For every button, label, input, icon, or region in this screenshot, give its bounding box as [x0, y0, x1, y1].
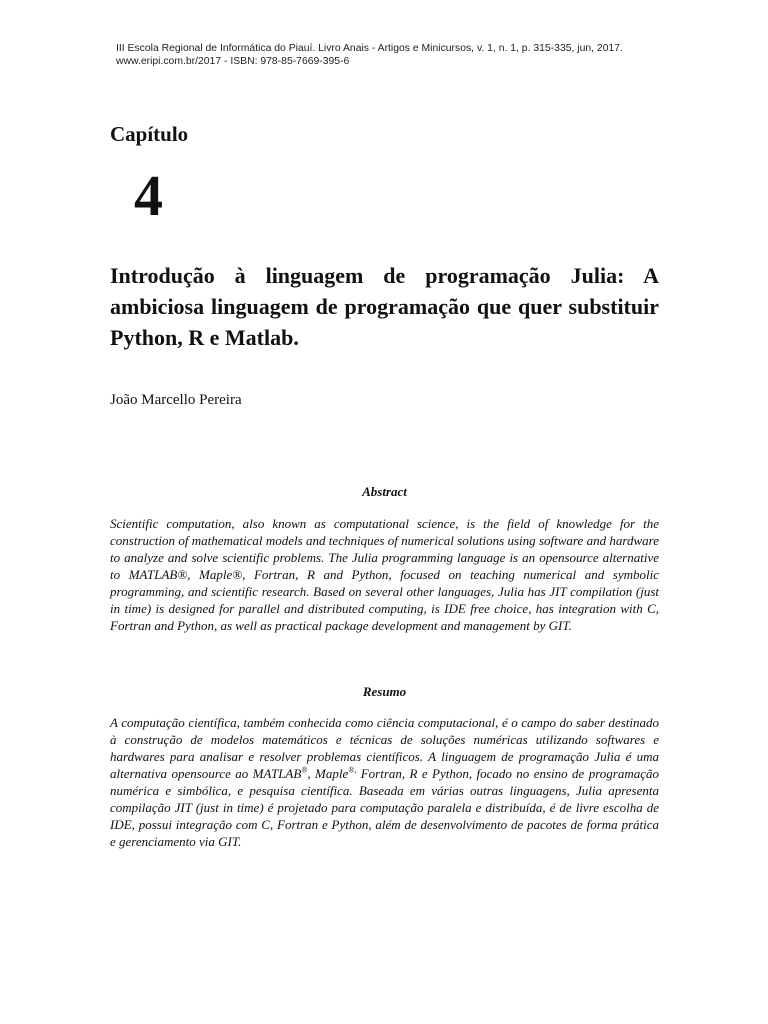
resumo-text-part1: A computação científica, também conhecida como ciência computacional, é o campo do saber destinado à construção de modelos matemáticos e técnicas de soluções numéricas utilizando softwares e hardwares para analisar e resolver problemas científicos. A linguagem de programação Julia é uma alternativa opensource ao MATLAB — [110, 715, 659, 781]
resumo-text — [110, 714, 659, 850]
chapter-label: Capítulo — [110, 122, 189, 146]
abstract-heading: Abstract — [362, 484, 407, 499]
header-isbn-line: www.eripi.com.br/2017 - ISBN: 978-85-7669-395-6 — [116, 56, 350, 67]
chapter-title: Introdução à linguagem de programação Julia: A ambiciosa linguagem de programação que quer substituir Python, R e Matlab. — [110, 263, 659, 350]
registered-mark-maple: ®, — [348, 765, 357, 775]
resumo-heading: Resumo — [362, 684, 407, 699]
resumo-text-part3: Fortran, R e Python, focado no ensino de programação numérica e simbólica, e pesquisa científica. Baseada em várias outras linguagens, Julia apresenta compilação JIT (just in time) é projetado para computação paralela e distribuída, é de livre escolha de IDE, possui integração com C, Fortran e Python, além de desenvolvimento de pacotes de forma prática e gerenciamento via GIT. — [110, 766, 659, 849]
running-header — [116, 42, 676, 68]
author-name: João Marcello Pereira — [110, 392, 242, 408]
resumo-text-part2: , Maple — [307, 766, 349, 781]
abstract-text: Scientific computation, also known as computational science, is the field of knowledge for the construction of mathematical models and techniques of numerical solutions using software and hardware to analyze and solve scientific problems. The Julia programming language is an opensource alternative to MATLAB®, Maple®, Fortran, R and Python, focused on teaching numerical and symbolic programming, and scientific research. Based on several other languages, Julia has JIT compilation (just in time) is designed for parallel and distributed computing, is IDE free choice, has integration with C, Fortran and Python, as well as practical package development and management by GIT. — [110, 516, 659, 633]
registered-mark-matlab: ® — [301, 765, 308, 775]
chapter-number: 4 — [134, 163, 163, 228]
header-citation-line: III Escola Regional de Informática do Piauí. Livro Anais - Artigos e Minicursos, v. 1, n. 1, p. 315-335, jun, 2017. — [116, 43, 623, 54]
